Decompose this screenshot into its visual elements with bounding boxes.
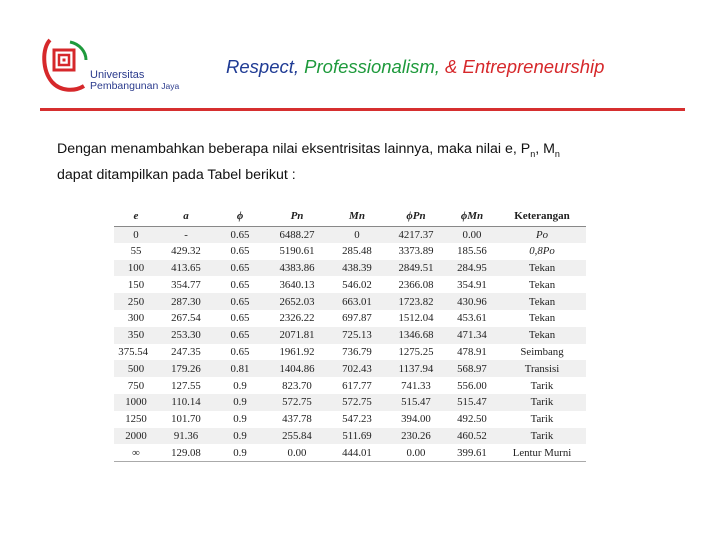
cell-phi-pn: 1346.68 <box>386 327 446 344</box>
cell-phi-mn: 492.50 <box>446 411 498 428</box>
cell-phi-pn: 1275.25 <box>386 344 446 361</box>
cell-mn: 572.75 <box>328 394 386 411</box>
table-row <box>114 394 586 411</box>
cell-phi: 0.65 <box>214 260 266 277</box>
cell-pn: 255.84 <box>266 428 328 445</box>
intro-text-1: Dengan menambahkan beberapa nilai eksentrisitas lainnya, maka nilai e, P <box>57 141 531 157</box>
cell-phi-mn: 471.34 <box>446 327 498 344</box>
cell-phi-mn: 430.96 <box>446 293 498 310</box>
header-motto <box>226 56 604 78</box>
cell-pn: 4383.86 <box>266 260 328 277</box>
cell-pn: 3640.13 <box>266 276 328 293</box>
cell-keterangan: Tarik <box>498 377 586 394</box>
cell-phi: 0.9 <box>214 428 266 445</box>
cell-e: 500 <box>114 360 158 377</box>
cell-a: 127.55 <box>158 377 214 394</box>
cell-mn: 511.69 <box>328 428 386 445</box>
cell-phi-pn: 2366.08 <box>386 276 446 293</box>
cell-mn: 546.02 <box>328 276 386 293</box>
table-row <box>114 428 586 445</box>
intro-sub-1: n <box>530 148 536 159</box>
cell-e: 300 <box>114 310 158 327</box>
cell-e: ∞ <box>114 444 158 461</box>
cell-e: 0 <box>114 226 158 243</box>
cell-phi-pn: 1137.94 <box>386 360 446 377</box>
table-row <box>114 226 586 243</box>
logo-university-label: Universitas <box>90 69 145 81</box>
cell-e: 250 <box>114 293 158 310</box>
cell-a: 247.35 <box>158 344 214 361</box>
table-row <box>114 344 586 361</box>
intro-text-2: dapat ditampilkan pada Tabel berikut : <box>57 166 296 183</box>
cell-a: 110.14 <box>158 394 214 411</box>
cell-phi: 0.9 <box>214 394 266 411</box>
cell-phi-mn: 453.61 <box>446 310 498 327</box>
table-row <box>114 260 586 277</box>
cell-phi: 0.65 <box>214 310 266 327</box>
cell-keterangan: Po <box>498 226 586 243</box>
cell-mn: 697.87 <box>328 310 386 327</box>
cell-a: 253.30 <box>158 327 214 344</box>
cell-phi: 0.65 <box>214 327 266 344</box>
table-row <box>114 276 586 293</box>
university-logo <box>40 34 180 104</box>
cell-a: 287.30 <box>158 293 214 310</box>
cell-phi-pn: 3373.89 <box>386 243 446 260</box>
cell-a: 129.08 <box>158 444 214 461</box>
cell-e: 55 <box>114 243 158 260</box>
cell-e: 350 <box>114 327 158 344</box>
cell-phi: 0.65 <box>214 276 266 293</box>
cell-phi: 0.65 <box>214 293 266 310</box>
cell-keterangan: Tekan <box>498 276 586 293</box>
header-divider <box>40 108 685 111</box>
cell-e: 1250 <box>114 411 158 428</box>
cell-e: 2000 <box>114 428 158 445</box>
cell-e: 1000 <box>114 394 158 411</box>
cell-phi-pn: 4217.37 <box>386 226 446 243</box>
cell-pn: 2652.03 <box>266 293 328 310</box>
cell-keterangan: Tekan <box>498 293 586 310</box>
cell-a: 267.54 <box>158 310 214 327</box>
cell-mn: 663.01 <box>328 293 386 310</box>
cell-phi-mn: 556.00 <box>446 377 498 394</box>
cell-mn: 736.79 <box>328 344 386 361</box>
cell-keterangan: Tekan <box>498 310 586 327</box>
intro-paragraph <box>57 139 667 186</box>
logo-name-label: Pembangunan <box>90 80 159 92</box>
cell-phi-mn: 460.52 <box>446 428 498 445</box>
cell-a: - <box>158 226 214 243</box>
cell-e: 150 <box>114 276 158 293</box>
cell-mn: 0 <box>328 226 386 243</box>
cell-keterangan: 0,8Po <box>498 243 586 260</box>
cell-phi: 0.9 <box>214 377 266 394</box>
cell-phi: 0.81 <box>214 360 266 377</box>
cell-phi-mn: 478.91 <box>446 344 498 361</box>
cell-phi-mn: 0.00 <box>446 226 498 243</box>
cell-keterangan: Lentur Murni <box>498 444 586 461</box>
intro-sub-2: n <box>554 148 560 159</box>
cell-pn: 2326.22 <box>266 310 328 327</box>
cell-a: 413.65 <box>158 260 214 277</box>
col-header-keterangan: Keterangan <box>498 206 586 226</box>
cell-a: 179.26 <box>158 360 214 377</box>
cell-mn: 438.39 <box>328 260 386 277</box>
cell-phi-pn: 1723.82 <box>386 293 446 310</box>
cell-phi-mn: 568.97 <box>446 360 498 377</box>
motto-professionalism: Professionalism, <box>304 56 446 77</box>
table-header-row <box>114 206 586 226</box>
cell-phi: 0.9 <box>214 411 266 428</box>
cell-keterangan: Tekan <box>498 327 586 344</box>
cell-pn: 572.75 <box>266 394 328 411</box>
table-row <box>114 444 586 461</box>
cell-phi-pn: 394.00 <box>386 411 446 428</box>
cell-keterangan: Tarik <box>498 394 586 411</box>
table-row <box>114 411 586 428</box>
cell-phi-mn: 185.56 <box>446 243 498 260</box>
cell-keterangan: Transisi <box>498 360 586 377</box>
cell-phi-mn: 399.61 <box>446 444 498 461</box>
cell-mn: 617.77 <box>328 377 386 394</box>
col-header-mn: Mn <box>328 206 386 226</box>
cell-pn: 1404.86 <box>266 360 328 377</box>
cell-phi-pn: 1512.04 <box>386 310 446 327</box>
upj-emblem-icon <box>40 34 92 96</box>
table-row <box>114 293 586 310</box>
cell-phi-mn: 284.95 <box>446 260 498 277</box>
cell-mn: 285.48 <box>328 243 386 260</box>
cell-pn: 437.78 <box>266 411 328 428</box>
cell-e: 375.54 <box>114 344 158 361</box>
cell-keterangan: Tekan <box>498 260 586 277</box>
logo-jaya-label: Jaya <box>161 81 180 91</box>
cell-mn: 702.43 <box>328 360 386 377</box>
cell-phi: 0.9 <box>214 444 266 461</box>
col-header-phi-mn: ϕMn <box>446 206 498 226</box>
cell-phi-mn: 354.91 <box>446 276 498 293</box>
table-row <box>114 327 586 344</box>
cell-keterangan: Tarik <box>498 411 586 428</box>
cell-phi: 0.65 <box>214 344 266 361</box>
cell-phi-pn: 741.33 <box>386 377 446 394</box>
cell-mn: 725.13 <box>328 327 386 344</box>
cell-phi-pn: 515.47 <box>386 394 446 411</box>
col-header-phi-pn: ϕPn <box>386 206 446 226</box>
cell-e: 100 <box>114 260 158 277</box>
cell-pn: 1961.92 <box>266 344 328 361</box>
cell-e: 750 <box>114 377 158 394</box>
cell-pn: 6488.27 <box>266 226 328 243</box>
cell-a: 91.36 <box>158 428 214 445</box>
cell-keterangan: Seimbang <box>498 344 586 361</box>
cell-a: 354.77 <box>158 276 214 293</box>
cell-keterangan: Tarik <box>498 428 586 445</box>
table-row <box>114 377 586 394</box>
cell-mn: 444.01 <box>328 444 386 461</box>
cell-mn: 547.23 <box>328 411 386 428</box>
col-header-pn: Pn <box>266 206 328 226</box>
cell-phi: 0.65 <box>214 243 266 260</box>
cell-pn: 0.00 <box>266 444 328 461</box>
motto-entrepreneurship: & Entrepreneurship <box>445 56 605 77</box>
table-row <box>114 310 586 327</box>
cell-phi-pn: 2849.51 <box>386 260 446 277</box>
cell-phi-pn: 230.26 <box>386 428 446 445</box>
cell-phi-mn: 515.47 <box>446 394 498 411</box>
col-header-a: a <box>158 206 214 226</box>
intro-sep: , M <box>535 141 555 157</box>
col-header-e: e <box>114 206 158 226</box>
results-table <box>114 206 586 468</box>
col-header-phi: ϕ <box>214 206 266 226</box>
motto-respect: Respect, <box>226 56 305 77</box>
cell-pn: 2071.81 <box>266 327 328 344</box>
cell-pn: 5190.61 <box>266 243 328 260</box>
cell-a: 429.32 <box>158 243 214 260</box>
cell-phi: 0.65 <box>214 226 266 243</box>
cell-phi-pn: 0.00 <box>386 444 446 461</box>
cell-pn: 823.70 <box>266 377 328 394</box>
cell-a: 101.70 <box>158 411 214 428</box>
table-row <box>114 243 586 260</box>
table-row <box>114 360 586 377</box>
